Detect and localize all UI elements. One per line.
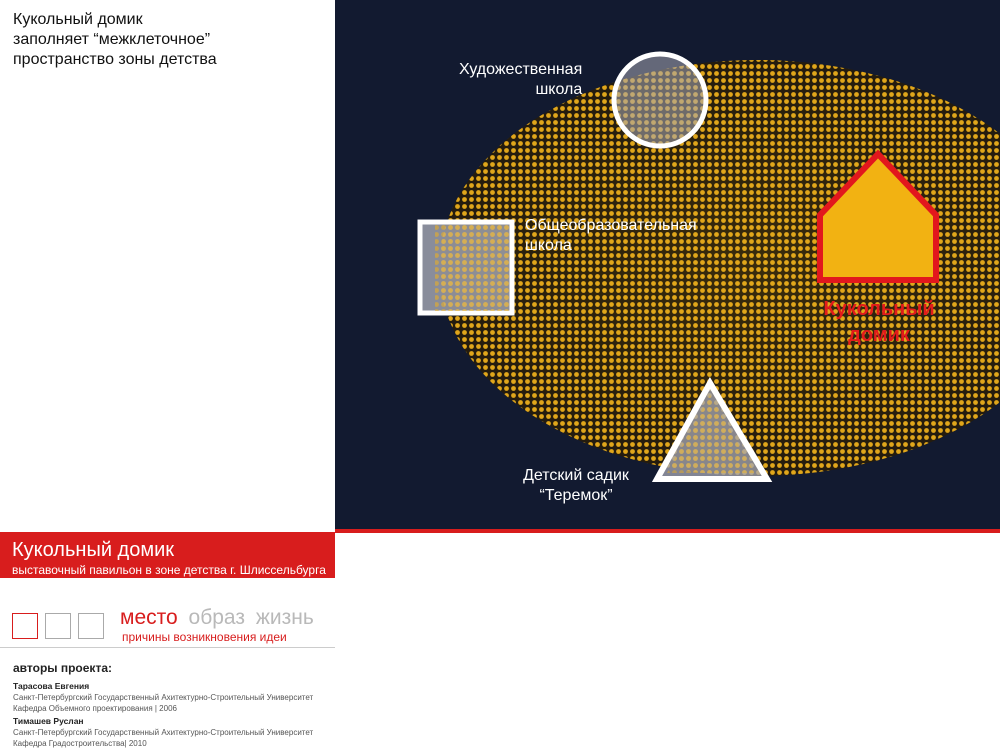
label-line: Художественная <box>459 61 583 78</box>
label-art-school <box>459 60 582 100</box>
label-general-school <box>525 216 697 256</box>
nav-link-life[interactable]: жизнь <box>255 606 314 629</box>
project-subtitle: выставочный павильон в зоне детства г. Шлиссельбурга <box>12 563 326 577</box>
diagram-canvas <box>335 0 1000 530</box>
authors-block <box>13 661 338 749</box>
nav-square-life[interactable] <box>78 613 104 639</box>
divider <box>0 647 335 648</box>
nav-square-place[interactable] <box>12 613 38 639</box>
label-line: “Теремок” <box>539 487 613 504</box>
author-affiliation: Санкт-Петербургский Государственный Ахитектурно-Строительный Университет <box>13 728 314 737</box>
authors-heading: авторы проекта: <box>13 661 112 675</box>
label-line: Кукольный <box>823 298 935 320</box>
project-title-bar <box>0 532 335 578</box>
label-line: домик <box>848 324 910 346</box>
nav-square-image[interactable] <box>45 613 71 639</box>
author-affiliation: Санкт-Петербургский Государственный Ахитектурно-Строительный Университет <box>13 693 314 702</box>
general-school-square-texture <box>435 225 510 311</box>
author-department: Кафедра Градостроительства| 2010 <box>13 739 147 748</box>
label-line: школа <box>535 81 583 98</box>
intro-line: заполняет “межклеточное” <box>13 31 211 48</box>
label-kindergarten <box>511 466 641 506</box>
label-dollhouse <box>819 296 939 348</box>
intro-caption <box>13 10 323 70</box>
diagram-panel <box>335 0 1000 530</box>
nav-link-place[interactable]: место <box>120 606 178 629</box>
author-department: Кафедра Объемного проектирования | 2006 <box>13 704 177 713</box>
section-nav <box>120 606 319 630</box>
section-subtitle: причины возникновения идеи <box>122 630 287 644</box>
diagram-bottom-rule <box>335 529 1000 533</box>
nav-link-image[interactable]: образ <box>188 606 245 629</box>
project-title: Кукольный домик <box>12 539 175 561</box>
label-line: Общеобразовательная <box>525 217 697 234</box>
art-school-circle <box>614 54 706 146</box>
author-name: Тимашев Руслан <box>13 716 84 726</box>
label-line: школа <box>525 237 572 254</box>
author-name: Тарасова Евгения <box>13 681 90 691</box>
label-line: Детский садик <box>523 467 629 484</box>
intro-line: пространство зоны детства <box>13 51 217 68</box>
intro-line: Кукольный домик <box>13 11 143 28</box>
